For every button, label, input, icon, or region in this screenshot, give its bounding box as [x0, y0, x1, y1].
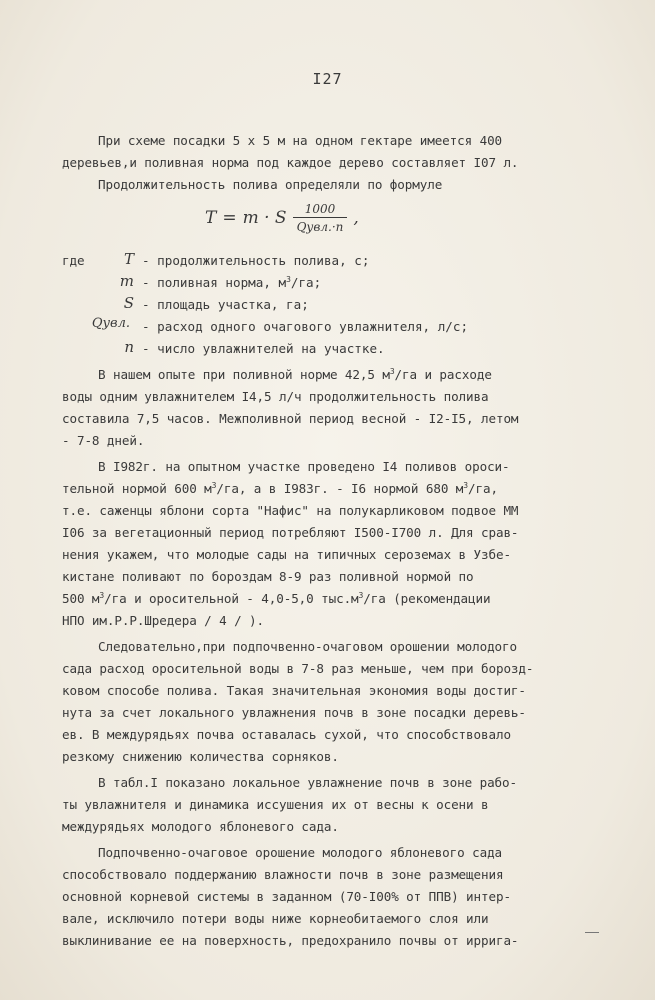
def-text: - площадь участка, га;	[142, 297, 309, 312]
text-line: Продолжительность полива определяли по формуле	[98, 177, 443, 192]
text-line: тельной нормой 600 $м^3/га$, а в I983г. - I6 нормой 680 $м^3/га$,	[62, 481, 498, 496]
def-text: - поливная норма, $м^3/га$;	[142, 275, 322, 290]
formula-tail: ,	[353, 208, 359, 228]
def-text: - число увлажнителей на участке.	[142, 341, 385, 356]
text-line: выклинивание ее на поверхность, предохранило почвы от ирригa-	[62, 933, 519, 948]
text-line: Следовательно,при подпочвенно-очаговом орошении молодого	[98, 639, 517, 654]
formula-equals: =	[222, 208, 237, 228]
formula-numerator: 1000	[304, 202, 336, 216]
text-line: При схеме посадки 5 х 5 м на одном гектаре имеется 400	[98, 133, 503, 148]
text-line: ты увлажнителя и динамика иссушения их от весны к осени в	[62, 797, 489, 812]
text-line: В I982г. на опытном участке проведено I4 поливов ороси-	[98, 459, 510, 474]
def-text: - продолжительность полива, с;	[142, 253, 370, 268]
text-line: резкому снижению количества сорняков.	[62, 749, 339, 764]
text-line: деревьев,и поливная норма под каждое дерево составляет I07 л.	[62, 155, 519, 170]
text-line: нения укажем, что молодые сады на типичных сероземах в Узбе-	[62, 547, 511, 562]
text-line: Подпочвенно-очаговое орошение молодого яблоневого сада	[98, 845, 503, 860]
text-line: - 7-8 дней.	[62, 433, 145, 448]
def-symbol: n	[124, 338, 134, 356]
formula-lhs: T	[205, 208, 217, 228]
def-symbol: S	[123, 294, 134, 312]
def-text: - расход одного очагового увлажнителя, л/с;	[142, 319, 469, 334]
def-symbol: T	[123, 250, 134, 268]
text-line: составила 7,5 часов. Межполивной период весной - I2-I5, летом	[62, 411, 519, 426]
text-line: основной корневой системы в заданном (70-I00% от ППВ) интер-	[62, 889, 511, 904]
page-number: I27	[312, 70, 343, 88]
formula-mid: m · S	[242, 208, 287, 228]
text-line: 500 $м^3/га$ и оросительной - 4,0-5,0 $тыс.м^3/га$ (рекомендации	[62, 591, 491, 606]
text-line: кистане поливают по бороздам 8-9 раз поливной нормой по	[62, 569, 474, 584]
text-line: нута за счет локального увлажнения почв в зоне посадки деревь-	[62, 705, 526, 720]
text-line: ковом способе полива. Такая значительная экономия воды достиг-	[62, 683, 526, 698]
text-line: НПО им.Р.Р.Шредера / 4 / ).	[62, 613, 265, 628]
text-line: I06 за вегетационный период потребляют I500-I700 л. Для срав-	[62, 525, 519, 540]
text-line: воды одним увлажнителем I4,5 л/ч продолжительность полива	[62, 389, 489, 404]
formula-fraction	[293, 202, 348, 234]
text-line: В нашем опыте при поливной норме 42,5 $м^3/га$ и расходе	[98, 367, 492, 382]
def-symbol: Qувл.	[91, 316, 130, 331]
text-line: способствовало поддержанию влажности почв в зоне размещения	[62, 867, 504, 882]
text-line: вале, исключило потери воды ниже корнеобитаемого слоя или	[62, 911, 489, 926]
def-symbol: m	[119, 272, 134, 290]
where-label: где	[62, 253, 85, 268]
text-line: т.е. саженцы яблони сорта "Нафис" на полукарликовом подвое ММ	[62, 503, 519, 518]
text-line: междурядьях молодого яблоневого сада.	[62, 819, 339, 834]
text-line: ев. В междурядьях почва оставалась сухой, что способствовало	[62, 727, 511, 742]
text-line: В табл.I показано локальное увлажнение почв в зоне рабо-	[98, 775, 517, 790]
duration-formula	[205, 196, 359, 240]
continuation-mark	[585, 932, 599, 933]
formula-denominator: Qувл.·n	[296, 220, 344, 234]
text-line: сада расход оросительной воды в 7-8 раз меньше, чем при борозд-	[62, 661, 534, 676]
